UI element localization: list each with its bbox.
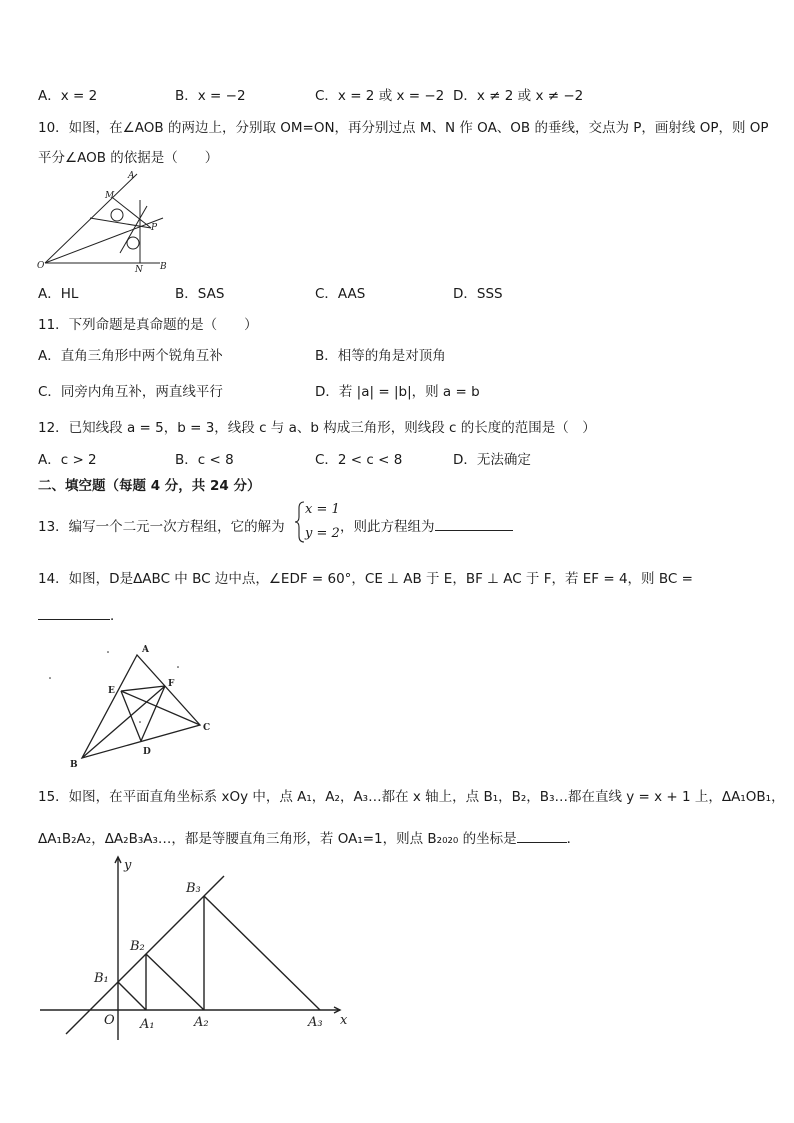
q10-option-c: C．AAS [315,286,366,302]
perp-from-m [113,198,151,228]
section-2-title: 二、填空题（每题 4 分，共 24 分） [38,478,261,494]
circle-mark-upper [111,209,123,221]
label-f: F [168,679,175,689]
q9-option-c: C．x = 2 或 x = −2 [315,88,445,104]
seg-b3-a3 [204,896,320,1010]
q14-answer-blank[interactable] [38,605,110,620]
q13-prefix: 13．编写一个二元一次方程组，它的解为 [38,519,285,535]
q13-eq2: y = 2 [305,526,340,541]
label-b: B [70,760,78,770]
circle-mark-lower [127,237,139,249]
line-fd [141,686,165,741]
q10-figure [35,168,175,276]
label-c: C [203,723,211,733]
q11-option-b: B．相等的角是对顶角 [315,348,446,364]
q15-line2-text: ΔA₁B₂A₂，ΔA₂B₃A₃…，都是等腰直角三角形，若 OA₁=1，则点 B₂₀₂₀ 的坐标是 [38,831,517,847]
q14-figure [40,640,220,770]
q15-period: ． [566,831,581,847]
label-a: A [142,645,149,655]
label-a2: A₂ [194,1015,209,1030]
label-m: M [105,191,115,201]
seg-b1-a1 [118,982,146,1010]
label-a: A [128,171,135,181]
label-o: O [37,261,45,271]
q11-option-d: D．若 |a| = |b|，则 a = b [315,384,480,400]
q14-stem-line2 [38,604,124,624]
label-a1: A₁ [140,1017,155,1032]
q10-stem-line2: 平分∠AOB 的依据是（ ） [38,150,219,166]
ray-op [45,218,163,263]
label-p: P [151,223,158,233]
q13-suffix-text: ，则此方程组为 [340,519,435,535]
label-n: N [135,265,143,275]
q13-suffix [340,515,513,535]
q12-stem: 12．已知线段 a = 5，b = 3，线段 c 与 a、b 构成三角形，则线段 c 的长度的范围是（ ） [38,420,596,436]
label-o: O [104,1013,115,1028]
label-a3: A₃ [308,1015,323,1030]
q10-option-d: D．SSS [453,286,503,302]
q13-answer-blank[interactable] [435,516,513,531]
label-b: B [160,262,167,272]
line-ef [121,686,165,691]
label-y: y [124,858,132,873]
q11-option-a: A．直角三角形中两个锐角互补 [38,348,223,364]
label-x: x [340,1013,348,1028]
q15-stem-line1: 15．如图，在平面直角坐标系 xOy 中，点 A₁，A₂，A₃…都在 x 轴上，点 B₁，B₂，B₃…都在直线 y = x + 1 上，ΔA₁OB₁， [38,789,785,805]
seg-b2-a2 [146,954,204,1010]
q10-option-b: B．SAS [175,286,225,302]
q15-answer-blank[interactable] [517,828,567,843]
q11-option-c: C．同旁内角互补，两直线平行 [38,384,223,400]
q12-option-c: C．2 < c < 8 [315,452,403,468]
q9-option-a: A．x = 2 [38,88,98,104]
q9-option-b: B．x = −2 [175,88,246,104]
q14-stem-line1: 14．如图，D是ΔABC 中 BC 边中点，∠EDF = 60°，CE ⊥ AB 于 E，BF ⊥ AC 于 F，若 EF = 4，则 BC = [38,571,693,587]
q10-option-a: A．HL [38,286,79,302]
q10-stem-line1: 10．如图，在∠AOB 的两边上，分别取 OM=ON，再分别过点 M、N 作 OA、OB 的垂线，交点为 P，画射线 OP，则 OP [38,120,769,136]
label-e: E [108,686,115,696]
q14-period: ． [110,608,124,624]
q12-option-a: A．c > 2 [38,452,97,468]
label-b2: B₂ [130,939,145,954]
q13-eq1: x = 1 [305,502,340,517]
aux-line-2 [120,206,147,253]
label-b1: B₁ [94,971,109,986]
q12-option-d: D．无法确定 [453,452,531,468]
label-d: D [143,747,151,757]
q12-option-b: B．c < 8 [175,452,234,468]
q11-stem: 11．下列命题是真命题的是（ ） [38,317,258,333]
q15-figure [38,852,358,1042]
q9-option-d: D．x ≠ 2 或 x ≠ −2 [453,88,584,104]
label-b3: B₃ [186,881,201,896]
q15-stem-line2 [38,827,580,847]
